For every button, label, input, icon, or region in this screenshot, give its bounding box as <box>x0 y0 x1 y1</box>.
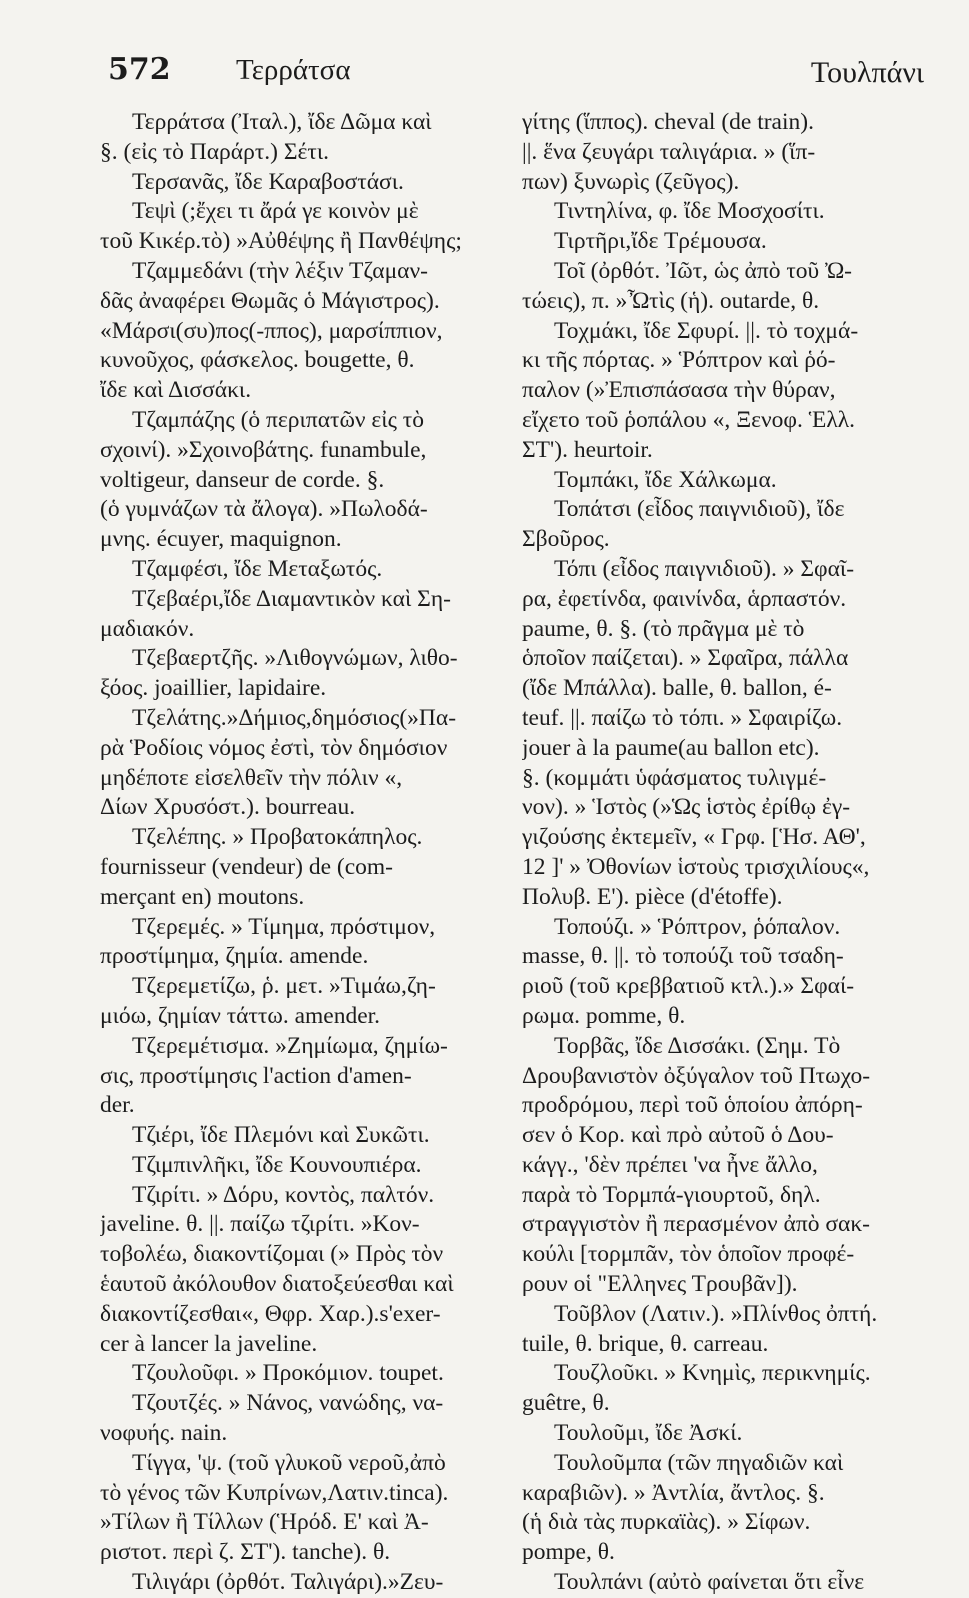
text-line: προδρόμου, περὶ τοῦ ὁποίου ἀπόρη- <box>522 1092 863 1119</box>
text-line: τώεις), π. »Ὦτὶς (ἡ). outarde, θ. <box>522 287 820 314</box>
text-line: πων) ξυνωρὶς (ζεῦγος). <box>522 168 740 195</box>
text-line: κυνοῦχος, φάσκελος. bougette, θ. <box>100 347 415 374</box>
text-line: μνης. écuyer, maquignon. <box>100 526 342 553</box>
text-line: Δίων Χρυσόστ.). bourreau. <box>100 794 356 821</box>
text-line: γιζούσης ἐκτεμεῖν, « Γρφ. [Ἡσ. ΑΘ', <box>522 824 866 851</box>
first-headword: Τερράτσα <box>236 54 351 86</box>
text-line: Τομπάκι, ἴδε Χάλκωμα. <box>554 466 777 493</box>
text-line: »Τίλων ἢ Τίλλων (Ἡρόδ. Ε' καὶ Ἀ- <box>100 1509 429 1536</box>
text-line: Τιλιγάρι (ὀρθότ. Ταλιγάρι).»Ζευ- <box>132 1569 444 1596</box>
right-column <box>522 108 940 1598</box>
text-line: (ἡ διὰ τὰς πυρκαϊὰς). » Σίφων. <box>522 1509 811 1536</box>
text-line: ΣΤ'). heurtoir. <box>522 436 653 463</box>
text-line: Τουλοῦμι, ἴδε Ἀσκί. <box>554 1420 743 1447</box>
page-header <box>108 52 938 102</box>
text-line: προστίμημα, ζημία. amende. <box>100 943 369 970</box>
text-line: μαδιακόν. <box>100 615 195 642</box>
text-line: Τόπι (εἶδος παιγνιδιοῦ). » Σφαῖ- <box>554 555 855 582</box>
text-line: teuf. ||. παίζω τὸ τόπι. » Σφαιρίζω. <box>522 704 843 731</box>
text-line: εἴχετο τοῦ ῥοπάλου «, Ξενοφ. Ἑλλ. <box>522 406 855 433</box>
text-line: (ἴδε Μπάλλα). balle, θ. ballon, é- <box>522 675 832 702</box>
text-line: Τζελάτης.»Δήμιος,δημόσιος(»Πα- <box>132 704 457 731</box>
text-line: μιόω, ζημίαν τάττω. amender. <box>100 1002 381 1029</box>
text-line: Τορβᾶς, ἴδε Δισσάκι. (Σημ. Τὸ <box>554 1032 841 1059</box>
text-line: σις, προστίμησις l'action d'amen- <box>100 1062 412 1089</box>
text-line: Τεψὶ (;ἔχει τι ἄρά γε κοινὸν μὲ <box>132 198 419 225</box>
text-line: ἑαυτοῦ ἀκόλουθον διατοξεύεσθαι καὶ <box>100 1271 454 1298</box>
text-line: νοφυής. nain. <box>100 1420 228 1447</box>
text-line: Τζερεμετίζω, ῥ. μετ. »Τιμάω,ζη- <box>132 973 436 1000</box>
text-line: Τζαμμεδάνι (τὴν λέξιν Τζαμαν- <box>132 257 428 284</box>
text-line: 12 ]' » Ὀθονίων ἱστοὺς τρισχιλίους«, <box>522 853 870 880</box>
text-line: paume, θ. §. (τὸ πρᾶγμα μὲ τὸ <box>522 615 805 642</box>
text-line: der. <box>100 1092 135 1119</box>
text-line: τοῦ Κικέρ.τὸ) »Αὐθέψης ἢ Πανθέψης; <box>100 228 462 255</box>
text-line: Τζερεμέτισμα. »Ζημίωμα, ζημίω- <box>132 1032 448 1059</box>
text-line: ρωμα. pomme, θ. <box>522 1002 686 1029</box>
text-line: fournisseur (vendeur) de (com- <box>100 853 393 880</box>
text-line: Τίγγα, 'ψ. (τοῦ γλυκοῦ νεροῦ,ἀπὸ <box>132 1449 446 1476</box>
text-line: καραβιῶν). » Ἀντλία, ἄντλος. §. <box>522 1479 825 1506</box>
text-line: δᾶς ἀναφέρει Θωμᾶς ὁ Μάγιστρος). <box>100 287 440 314</box>
last-headword: Τουλπάνι <box>810 56 924 89</box>
text-line: στραγγιστὸν ἢ περασμένον ἀπὸ σακ- <box>522 1211 871 1238</box>
text-line: Τοχμάκι, ἴδε Σφυρί. ||. τὸ τοχμά- <box>554 317 859 344</box>
text-line: Τερράτσα (Ἰταλ.), ἴδε Δῶμα καὶ <box>132 109 432 135</box>
text-line: Τζιρίτι. » Δόρυ, κοντὸς, παλτόν. <box>132 1181 435 1208</box>
text-line: ριστοτ. περὶ ζ. ΣΤ'). tanche). θ. <box>100 1539 391 1566</box>
text-line: ||. ἕνα ζευγάρι ταλιγάρια. » (ἵπ- <box>522 138 816 165</box>
text-line: Τζαμπάζης (ὁ περιπατῶν εἰς τὸ <box>132 406 424 433</box>
text-line: Πολυβ. Ε'). pièce (d'étoffe). <box>522 883 783 910</box>
text-line: Δρουβανιστὸν ὀξύγαλον τοῦ Πτωχο- <box>522 1062 871 1089</box>
text-line: ρα, ἐφετίνδα, φαινίνδα, ἁρπαστόν. <box>522 585 847 612</box>
text-line: masse, θ. ||. τὸ τοπούζι τοῦ τσαδη- <box>522 943 844 970</box>
text-line: Τζελέπης. » Προβατοκάπηλος. <box>132 824 423 851</box>
text-line: Τουλοῦμπα (τῶν πηγαδιῶν καὶ <box>554 1449 844 1476</box>
text-line: Τζεβαέρι,ἴδε Διαμαντικὸν καὶ Ση- <box>132 585 451 612</box>
text-line: Τζερεμές. » Τίμημα, πρόστιμον, <box>132 913 436 940</box>
text-line: §. (εἰς τὸ Παράρτ.) Σέτι. <box>100 138 330 165</box>
text-line: ρουν οἱ "Ελληνες Τρουβᾶν]). <box>522 1271 798 1298</box>
text-line: Τιντηλίνα, φ. ἴδε Μοσχοσίτι. <box>554 198 825 225</box>
text-line: Τοῦβλον (Λατιν.). »Πλίνθος ὀπτή. <box>554 1300 878 1327</box>
text-line: Τοπούζι. » Ῥόπτρον, ῥόπαλον. <box>554 913 841 940</box>
page-number: 572 <box>108 52 171 87</box>
left-column <box>100 108 494 1598</box>
text-line: Τοπάτσι (εἶδος παιγνιδιοῦ), ἴδε <box>554 496 845 523</box>
text-line: ὁποῖον παίζεται). » Σφαῖρα, πάλλα <box>522 645 849 672</box>
text-line: τοβολέω, διακοντίζομαι (» Πρὸς τὸν <box>100 1241 444 1268</box>
text-line: Τουζλοῦκι. » Κνημὶς, περικνημίς. <box>554 1360 871 1387</box>
text-line: γίτης (ἵππος). cheval (de train). <box>522 109 814 135</box>
text-line: javeline. θ. ||. παίζω τζιρίτι. »Κον- <box>100 1211 420 1238</box>
text-line: παρὰ τὸ Τορμπά-γιουρτοῦ, δηλ. <box>522 1181 821 1208</box>
text-line: παλον (»Ἐπισπάσασα τὴν θύραν, <box>522 377 836 404</box>
text-line: merçant en) moutons. <box>100 883 305 910</box>
text-line: «Μάρσι(συ)πος(-ππος), μαρσίππιον, <box>100 317 443 344</box>
text-line: Τερσανᾶς, ἴδε Καραβοστάσι. <box>132 168 404 195</box>
text-line: κι τῆς πόρτας. » Ῥόπτρον καὶ ῥό- <box>522 347 836 374</box>
text-line: tuile, θ. brique, θ. carreau. <box>522 1330 769 1357</box>
text-line: Τιρτῆρι,ἴδε Τρέμουσα. <box>554 228 767 255</box>
text-line: νον). » Ἱστὸς (»Ὡς ἱστὸς ἐρίθῳ ἐγ- <box>522 794 851 821</box>
text-line: pompe, θ. <box>522 1539 615 1566</box>
text-line: Τουλπάνι (αὐτὸ φαίνεται ὅτι εἶνε <box>554 1569 865 1596</box>
text-line: Τζουτζές. » Νάνος, νανώδης, να- <box>132 1390 444 1417</box>
text-line: κάγγ., 'δὲν πρέπει 'να ἦνε ἄλλο, <box>522 1151 818 1178</box>
text-line: §. (κομμάτι ὑφάσματος τυλιγμέ- <box>522 764 827 791</box>
text-line: μηδέποτε εἰσελθεῖν τὴν πόλιν «, <box>100 764 403 791</box>
text-line: Τζιέρι, ἴδε Πλεμόνι καὶ Συκῶτι. <box>132 1122 430 1149</box>
text-line: ρὰ Ῥοδίοις νόμος ἐστὶ, τὸν δημόσιον <box>100 734 448 761</box>
text-line: (ὁ γυμνάζων τὰ ἄλογα). »Πωλοδά- <box>100 496 428 523</box>
text-line: σχοινί). »Σχοινοβάτης. funambule, <box>100 436 427 463</box>
text-line: σεν ὁ Κορ. καὶ πρὸ αὐτοῦ ὁ Δου- <box>522 1122 834 1149</box>
text-line: jouer à la paume(au ballon etc). <box>522 734 820 761</box>
text-line: ξόος. joaillier, lapidaire. <box>100 675 327 702</box>
text-line: ριοῦ (τοῦ κρεββατιοῦ κτλ.).» Σφαί- <box>522 973 855 1000</box>
text-line: Τοῖ (ὀρθότ. Ἰῶτ, ὡς ἀπὸ τοῦ Ὠ- <box>554 257 852 284</box>
text-line: Τζουλοῦφι. » Προκόμιον. toupet. <box>132 1360 444 1387</box>
text-line: διακοντίζεσθαι«, Θφρ. Χαρ.).s'exer- <box>100 1300 441 1327</box>
text-line: κούλι [τορμπᾶν, τὸν ὁποῖον προφέ- <box>522 1241 855 1268</box>
text-line: cer à lancer la javeline. <box>100 1330 318 1357</box>
text-line: guêtre, θ. <box>522 1390 610 1417</box>
text-line: Σβοῦρος. <box>522 526 610 553</box>
text-line: voltigeur, danseur de corde. §. <box>100 466 385 493</box>
text-line: Τζεβαερτζῆς. »Λιθογνώμων, λιθο- <box>132 645 458 672</box>
text-line: Τζαμφέσι, ἴδε Μεταξωτός. <box>132 555 383 582</box>
text-line: τὸ γένος τῶν Κυπρίνων,Λατιν.tinca). <box>100 1479 449 1506</box>
text-line: Τζιμπινλῆκι, ἴδε Κουνουπιέρα. <box>132 1151 422 1178</box>
text-line: ἴδε καὶ Δισσάκι. <box>100 377 252 404</box>
